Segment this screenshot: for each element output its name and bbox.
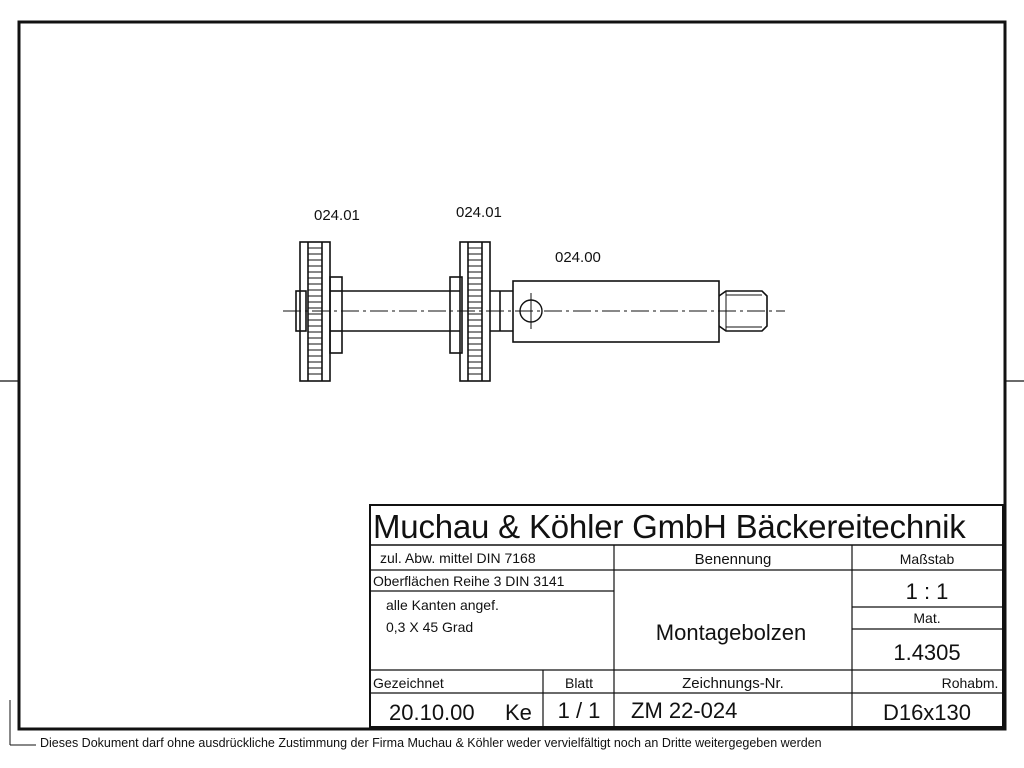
benennung-value: Montagebolzen xyxy=(655,620,807,645)
company-name: Muchau & Köhler GmbH Bäckereitechnik xyxy=(373,508,966,545)
surface-note: Oberflächen Reihe 3 DIN 3141 xyxy=(373,573,565,589)
rohabm-label: Rohabm. xyxy=(941,675,999,691)
zeichnungsnr-value: ZM 22-024 xyxy=(631,698,738,723)
blatt-label: Blatt xyxy=(564,675,594,691)
tolerance-note: zul. Abw. mittel DIN 7168 xyxy=(380,550,536,566)
mat-value: 1.4305 xyxy=(893,640,961,665)
copyright-notice: Dieses Dokument darf ohne ausdrückliche Zustimmung der Firma Muchau & Köhler weder vervielfältigt noch an Dritte weitergegeben werden xyxy=(40,736,822,750)
massstab-value: 1 : 1 xyxy=(905,579,949,604)
gezeichnet-label: Gezeichnet xyxy=(373,675,444,691)
part-label: 024.00 xyxy=(555,249,601,266)
part-drawing xyxy=(283,242,785,381)
drawing-frame xyxy=(0,22,1024,745)
edges-note-line1: alle Kanten angef. xyxy=(386,597,499,613)
rohabm-value: D16x130 xyxy=(882,700,972,725)
blatt-value: 1 / 1 xyxy=(557,698,601,723)
mat-label: Mat. xyxy=(913,610,941,626)
massstab-label: Maßstab xyxy=(899,551,955,567)
zeichnungsnr-label: Zeichnungs-Nr. xyxy=(682,675,784,692)
edges-note-line2: 0,3 X 45 Grad xyxy=(386,619,474,635)
part-label: 024.01 xyxy=(456,204,502,221)
benennung-label: Benennung xyxy=(694,551,772,568)
part-label: 024.01 xyxy=(314,207,360,224)
gezeichnet-initials: Ke xyxy=(505,700,532,725)
gezeichnet-date: 20.10.00 xyxy=(389,700,475,725)
